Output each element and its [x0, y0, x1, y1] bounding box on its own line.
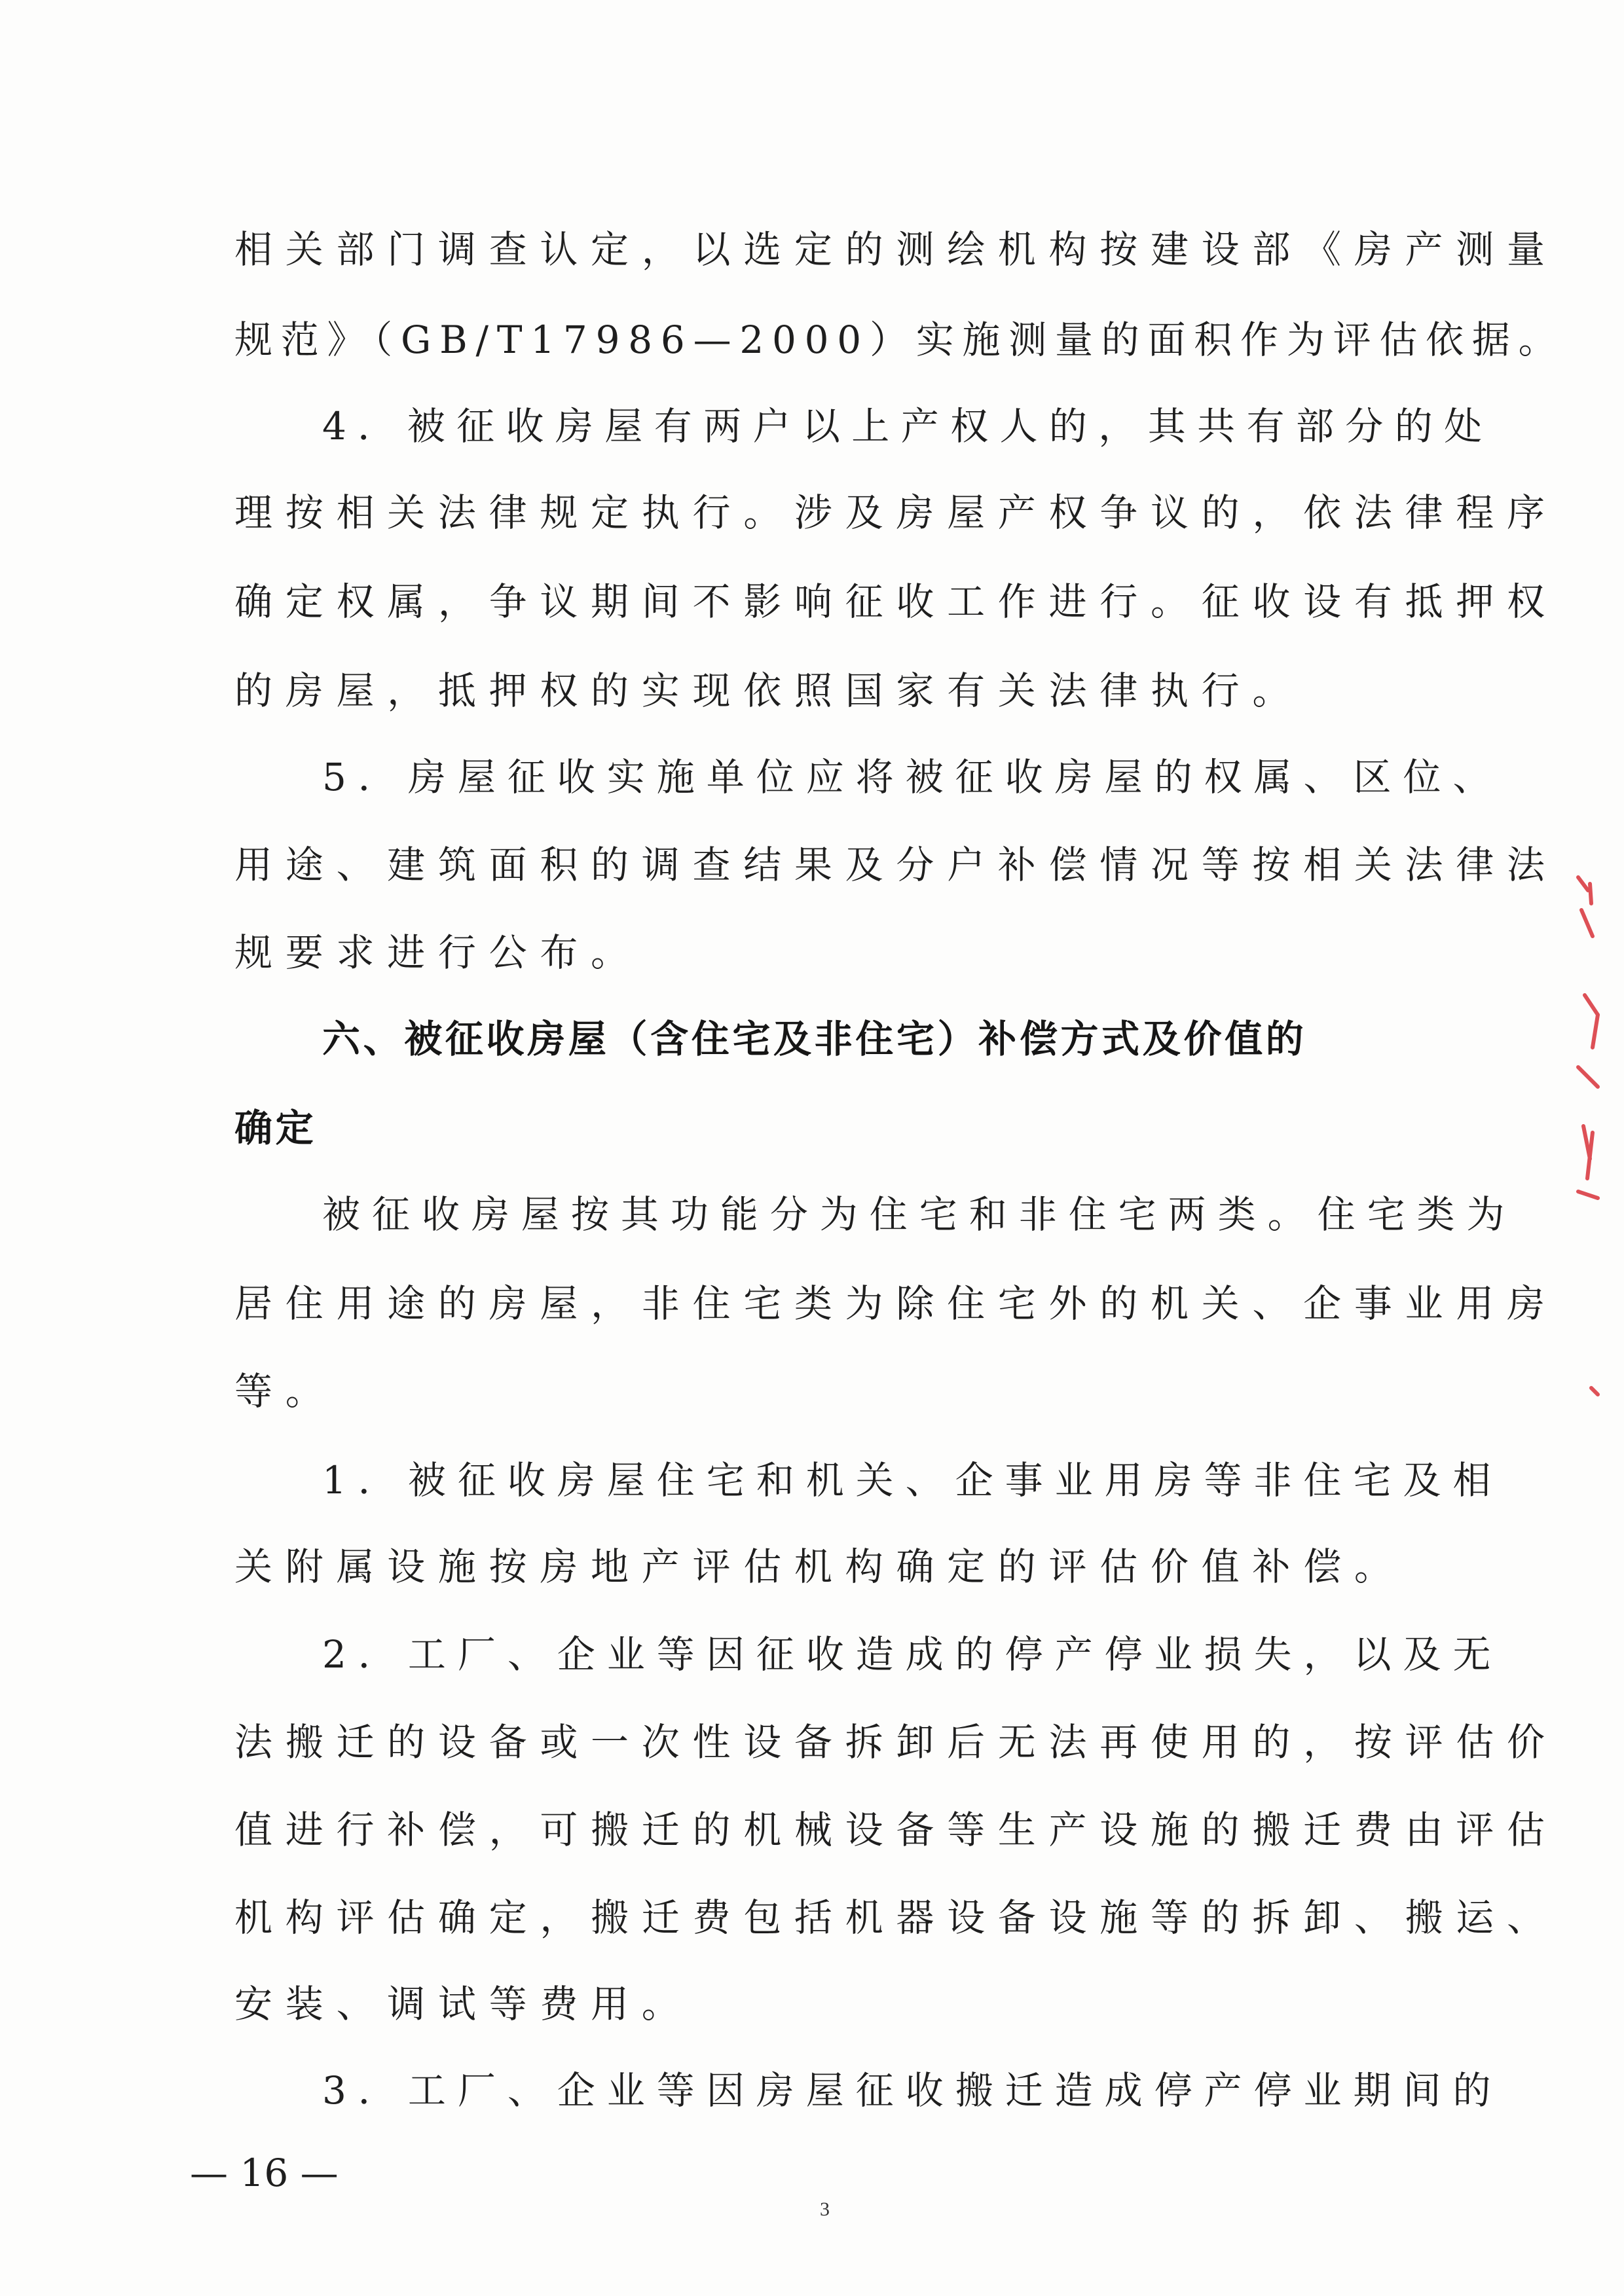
text-line: 值进行补偿，可搬迁的机械设备等生产设施的搬迁费由评估	[234, 1808, 1558, 1852]
text-line: 理按相关法律规定执行。涉及房屋产权争议的，依法律程序	[234, 490, 1558, 535]
text-line: 3．工厂、企业等因房屋征收搬迁造成停产停业期间的	[322, 2068, 1503, 2113]
text-line: 确定权属，争议期间不影响征收工作进行。征收设有抵押权	[234, 579, 1558, 624]
text-line: 机构评估确定，搬迁费包括机器设备设施等的拆卸、搬运、	[234, 1895, 1558, 1940]
section-heading: 确定	[234, 1106, 317, 1150]
text-line: 5．房屋征收实施单位应将被征收房屋的权属、区位、	[322, 755, 1503, 799]
text-line: 4．被征收房屋有两户以上产权人的，其共有部分的处	[322, 404, 1494, 448]
text-line: 居住用途的房屋，非住宅类为除住宅外的机关、企事业用房	[234, 1281, 1558, 1326]
text-line: 规范》（GB/T17986—2000）实施测量的面积作为评估依据。	[234, 318, 1565, 362]
text-line: 相关部门调查认定，以选定的测绘机构按建设部《房产测量	[234, 227, 1558, 272]
text-line: 规要求进行公布。	[234, 930, 642, 975]
section-heading: 六、被征收房屋（含住宅及非住宅）补偿方式及价值的	[322, 1017, 1307, 1061]
text-line: 法搬迁的设备或一次性设备拆卸后无法再使用的，按评估价	[234, 1720, 1558, 1764]
text-line: 用途、建筑面积的调查结果及分户补偿情况等按相关法律法	[234, 843, 1558, 887]
text-line: 安装、调试等费用。	[234, 1982, 693, 2026]
red-seal-fragment	[1552, 851, 1611, 1440]
text-line: 等。	[234, 1369, 337, 1413]
text-line: 关附属设施按房地产评估机构确定的评估价值补偿。	[234, 1544, 1405, 1589]
text-line: 被征收房屋按其功能分为住宅和非住宅两类。住宅类为	[322, 1192, 1517, 1237]
page-number: — 16 —	[190, 2151, 339, 2195]
text-line: 的房屋，抵押权的实现依照国家有关法律执行。	[234, 668, 1304, 713]
text-line: 2．工厂、企业等因征收造成的停产停业损失，以及无	[322, 1632, 1503, 1677]
scan-page-number: 3	[820, 2198, 830, 2220]
text-line: 1．被征收房屋住宅和机关、企事业用房等非住宅及相	[322, 1458, 1503, 1503]
